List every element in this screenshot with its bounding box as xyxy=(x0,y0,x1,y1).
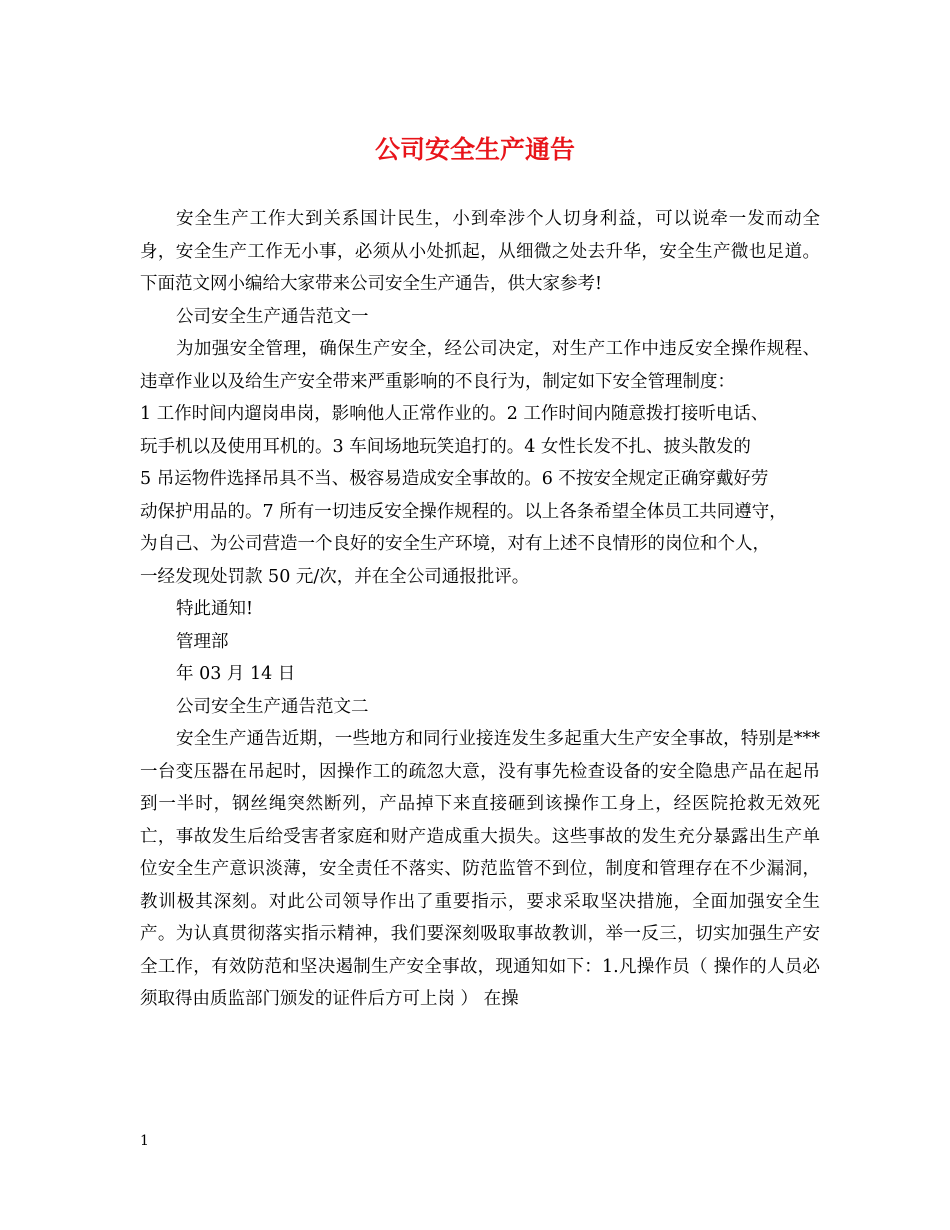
notice-line: 特此通知! xyxy=(176,599,254,619)
section2-heading: 公司安全生产通告范文二 xyxy=(176,696,369,717)
date-line: 年 03 月 14 日 xyxy=(176,664,296,684)
section2-body: 安全生产通告近期，一些地方和同行业接连发生多起重大生产安全事故，特别是***一台变压器在吊起时，因操作工的疏忽大意，没有事先检查设备的安全隐患产品在起吊到一半时，钢丝绳突然断列，产品掉下来直接砸到该操作工身上，经医院抢救无效死亡，事故发生后给受害者家庭和财产造成重大损失。这些事故的发生充分暴露出生产单位安全生产意识淡薄，安全责任不落实、防范监管不到位，制度和管理存在不少漏洞，教训极其深刻。对此公司领导作出了重要指示，要求采取坚决措施，全面加强安全生产。为认真贯彻落实指示精神，我们要深刻吸取事故教训，举一反三，切实加强生产安全工作，有效防范和坚决遏制生产安全事故，现通知如下：1.凡操作员（ 操作的人员必须取得由质监部门颁发的证件后方可上岗 ） 在操 xyxy=(140,729,820,1009)
rule-line: 1 工作时间内遛岗串岗，影响他人正常作业的。2 工作时间内随意拨打接听电话、 xyxy=(140,404,769,424)
rule-line: 一经发现处罚款 50 元/次，并在全公司通报批评。 xyxy=(140,566,530,587)
rule-line: 玩手机以及使用耳机的。3 车间场地玩笑追打的。4 女性长发不扎、披头散发的 xyxy=(140,436,751,457)
section1-body: 为加强安全管理，确保生产安全，经公司决定，对生产工作中违反安全操作规程、违章作业以及给生产安全带来严重影响的不良行为，制定如下安全管理制度： xyxy=(140,339,820,392)
document-title: 公司安全生产通告 xyxy=(374,135,575,164)
rule-line: 为自己、为公司营造一个良好的安全生产环境，对有上述不良情形的岗位和个人， xyxy=(140,534,770,554)
page-number: 1 xyxy=(140,1133,149,1149)
department-line: 管理部 xyxy=(176,631,229,652)
intro-paragraph: 安全生产工作大到关系国计民生，小到牵涉个人切身利益，可以说牵一发而动全身，安全生产工作无小事，必须从小处抓起，从细微之处去升华，安全生产微也足道。下面范文网小编给大家带来公司安全生产通告，供大家参考! xyxy=(140,209,820,294)
rule-line: 5 吊运物件选择吊具不当、极容易造成安全事故的。6 不按安全规定正确穿戴好劳 xyxy=(140,469,769,489)
section1-rules xyxy=(140,398,820,593)
section1-heading: 公司安全生产通告范文一 xyxy=(176,306,369,327)
document-body xyxy=(140,203,820,1016)
rule-line: 动保护用品的。7 所有一切违反安全操作规程的。以上各条希望全体员工共同遵守， xyxy=(140,501,787,522)
